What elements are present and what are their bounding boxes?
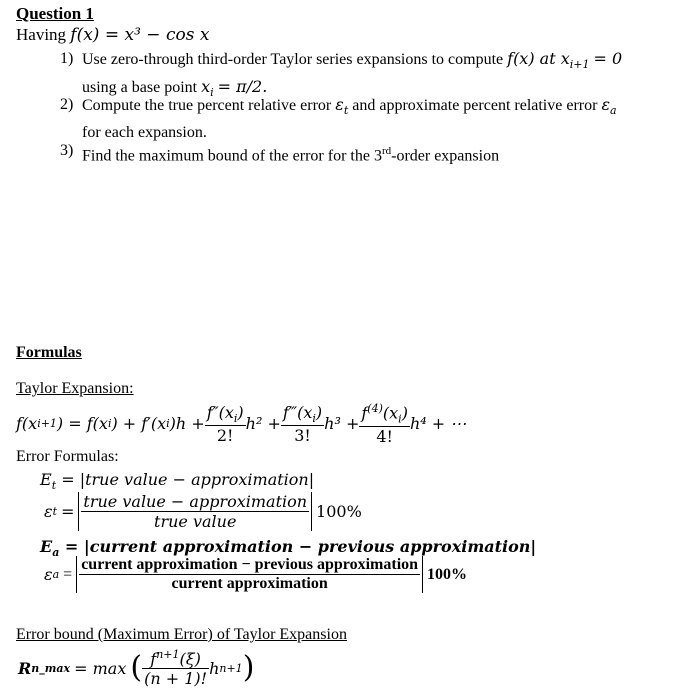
error-bound-formula [18, 648, 254, 688]
frac-num-sup: (4) [367, 402, 383, 415]
having-prefix: Having [16, 25, 67, 44]
bound-right-paren: ) [242, 650, 255, 686]
eps-t-pct: 100% [316, 502, 362, 521]
eps-a-symbol: ε [601, 95, 611, 114]
eps-t-num: true value − approximation [83, 492, 308, 511]
true-error-formula [40, 470, 314, 492]
frac-num-end: ) [237, 402, 244, 422]
item-text: Use zero-through third-order Taylor series expansions to compute [82, 51, 504, 68]
item-number: 1) [60, 50, 74, 67]
frac-num: f″(x [206, 402, 234, 422]
approx-relative-error-formula [44, 556, 467, 593]
formulas-title: Formulas [16, 344, 82, 361]
item-text: Find the maximum bound of the error for the 3 [82, 147, 382, 165]
bound-lhs-sub: n_max [31, 661, 71, 675]
frac-num-sub: i [312, 411, 316, 425]
item-text-b: using a base point [82, 79, 198, 97]
et-rhs: = |true value − approximation| [61, 470, 315, 489]
eps-t-eq: = [61, 502, 75, 521]
ea-sub: a [52, 546, 60, 560]
eps-a-eq: = [63, 565, 73, 583]
item-expr-sub: i+1 [569, 58, 590, 72]
frac-den: 2! [216, 425, 234, 445]
eps-a-sub: a [610, 104, 617, 118]
eps-a-pct: 100% [427, 565, 468, 583]
frac-num: f [361, 403, 368, 423]
taylor-term-2: )h + [169, 414, 205, 434]
eps-t-sub: t [343, 104, 349, 118]
taylor-h3: h³ + [324, 414, 360, 434]
item-expr: f(x) at x [507, 49, 570, 68]
taylor-frac-4 [359, 402, 410, 446]
item-expr2-sub: i [210, 86, 214, 100]
frac-num-sub: i [398, 412, 402, 426]
bound-h: h [209, 658, 220, 678]
taylor-lhs: f(x [16, 414, 38, 434]
et-sub: t [51, 479, 57, 493]
eps-t-frac [81, 492, 309, 531]
item-text-b: for each expansion. [82, 124, 207, 142]
bound-frac [142, 648, 209, 688]
et-lhs: E [40, 470, 52, 489]
eps-t-lhs: ε [44, 502, 53, 521]
frac-num-end: ) [401, 403, 408, 423]
bound-num-sup: n+1 [156, 648, 180, 661]
taylor-sub-2: i [166, 417, 170, 431]
taylor-h4: h⁴ + ⋯ [409, 414, 467, 434]
item-number: 2) [60, 96, 74, 113]
item-expr2: x [201, 77, 211, 97]
eps-t-den: true value [154, 512, 237, 531]
item-sup: rd [381, 145, 392, 157]
frac-num-end: ) [315, 402, 323, 422]
item-text-b: -order expansion [391, 147, 500, 165]
eps-a-frac [79, 556, 420, 593]
frac-num-mid: (x [382, 403, 399, 423]
item-number: 3) [60, 142, 74, 159]
taylor-frac-2 [205, 403, 246, 445]
function-definition: f(x) = x³ − cos x [70, 25, 210, 45]
taylor-label: Taylor Expansion: [16, 380, 134, 397]
frac-den: 3! [294, 425, 311, 445]
ea-lhs: E [40, 537, 53, 556]
eps-a-num: current approximation − previous approximation [81, 556, 419, 573]
frac-num: f‴(x [282, 402, 313, 422]
bound-den: (n + 1)! [144, 669, 208, 689]
ea-rhs: = |current approximation − previous approximation| [64, 537, 537, 556]
item-text: Compute the true percent relative error [82, 97, 332, 114]
bound-num: f [150, 649, 157, 669]
eps-a-den: current approximation [171, 575, 328, 592]
error-formulas-label: Error Formulas: [16, 448, 119, 465]
taylor-sub-1: i [107, 417, 112, 431]
taylor-frac-3 [281, 403, 324, 445]
bound-num-end: (ξ) [179, 649, 201, 669]
bound-eq: = max [74, 658, 127, 678]
taylor-h2: h² + [245, 414, 281, 434]
taylor-term-0: ) = f(x [56, 414, 108, 434]
error-bound-label: Error bound (Maximum Error) of Taylor Expansion [16, 626, 347, 643]
item-text-mid: and approximate percent relative error [352, 97, 598, 114]
bound-h-sup: n+1 [219, 661, 243, 675]
frac-num-sub: i [233, 411, 238, 425]
eps-t-symbol: ε [335, 95, 344, 114]
eps-a-lhs: ε [44, 565, 53, 584]
true-relative-error-formula [44, 492, 362, 531]
bound-left-paren: ( [130, 650, 143, 686]
item-expr-end: = 0 [593, 49, 623, 68]
frac-den: 4! [376, 426, 393, 446]
eps-t-lhs-sub: t [52, 505, 58, 518]
eps-a-lhs-sub: a [52, 568, 60, 581]
taylor-term-1: ) + f′(x [111, 414, 167, 434]
question-title: Question 1 [16, 4, 94, 23]
item-expr2-end: = π/2. [217, 77, 268, 97]
function-definition-line [16, 25, 209, 45]
taylor-series-equation [16, 402, 466, 446]
taylor-lhs-sub: i+1 [37, 417, 57, 431]
bound-lhs: R [18, 658, 32, 678]
